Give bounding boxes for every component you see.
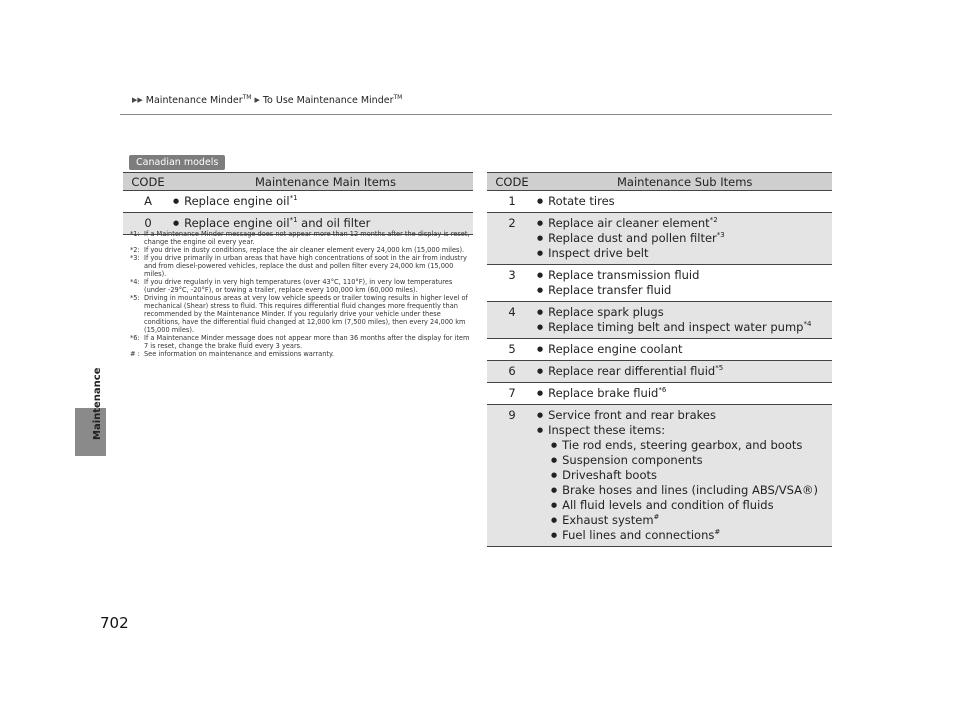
sub-items-header: Maintenance Sub Items bbox=[537, 173, 832, 191]
breadcrumb-arrow-icon: ▶▶ bbox=[132, 96, 143, 105]
code-header: CODE bbox=[487, 173, 537, 191]
row-code: 3 bbox=[487, 265, 537, 302]
breadcrumb bbox=[132, 94, 402, 106]
side-section-label: Maintenance bbox=[92, 367, 103, 440]
breadcrumb-section[interactable]: Maintenance Minder™ bbox=[145, 94, 252, 107]
row-items bbox=[537, 339, 832, 361]
list-item: ● Replace dust and pollen filter$^{*3}$ bbox=[537, 231, 832, 246]
list-subitem: ● Tie rod ends, steering gearbox, and boots bbox=[537, 438, 832, 453]
main-items-table bbox=[123, 172, 473, 235]
footnote: *5: Driving in mountainous areas at very low vehicle speeds or trailer towing results in higher level of mechanical (Shear) stress to fluid. This requires differential fluid changes more frequently than recommended by the Maintenance Minder. If you regularly drive your vehicle under these conditions, have the differential fluid changed at 12,000 km (7,500 miles), then every 24,000 km (15,000 miles). bbox=[130, 294, 468, 334]
row-code: 5 bbox=[487, 339, 537, 361]
table-row bbox=[487, 191, 832, 213]
table-row bbox=[123, 191, 473, 213]
list-item: ● Replace engine coolant bbox=[537, 342, 832, 357]
code-header: CODE bbox=[123, 173, 173, 191]
table-row bbox=[487, 213, 832, 265]
list-subitem: ● All fluid levels and condition of fluids bbox=[537, 498, 832, 513]
row-item: ● Replace engine oil$^{*1}$ bbox=[173, 191, 473, 213]
table-row bbox=[487, 405, 832, 547]
row-items bbox=[537, 213, 832, 265]
sub-items-table bbox=[487, 172, 832, 547]
footnote: *4: If you drive regularly in very high temperatures (over 43°C, 110°F), in very low temperatures (under -29°C, -20°F), or towing a trailer, replace every 100,000 km (60,000 miles). bbox=[130, 278, 453, 294]
models-badge: Canadian models bbox=[129, 155, 225, 170]
footnote: *1: If a Maintenance Minder message does not appear more than 12 months after the display is reset, change the engine oil every year. bbox=[130, 230, 470, 246]
header-divider bbox=[120, 114, 832, 115]
list-item: ● Replace timing belt and inspect water pump$^{*4}$ bbox=[537, 320, 832, 335]
table-row bbox=[487, 265, 832, 302]
table-row bbox=[487, 383, 832, 405]
row-code: 1 bbox=[487, 191, 537, 213]
list-item: ● Replace brake fluid$^{*6}$ bbox=[537, 386, 832, 401]
list-item: ● Replace transmission fluid bbox=[537, 268, 832, 283]
list-item: ● Replace air cleaner element$^{*2}$ bbox=[537, 216, 832, 231]
footnotes bbox=[130, 230, 475, 358]
row-items bbox=[537, 265, 832, 302]
list-item: ● Replace spark plugs bbox=[537, 305, 832, 320]
row-code: 0 bbox=[123, 213, 173, 235]
table-row bbox=[487, 361, 832, 383]
list-subitem: ● Fuel lines and connections# bbox=[537, 528, 832, 543]
row-code: 2 bbox=[487, 213, 537, 265]
list-item: ● Inspect these items: bbox=[537, 423, 832, 438]
row-code: 7 bbox=[487, 383, 537, 405]
row-items bbox=[537, 302, 832, 339]
list-subitem: ● Exhaust system# bbox=[537, 513, 832, 528]
row-code: 9 bbox=[487, 405, 537, 547]
row-items bbox=[537, 383, 832, 405]
list-subitem: ● Suspension components bbox=[537, 453, 832, 468]
list-item: ● Replace transfer fluid bbox=[537, 283, 832, 298]
page-number: 702 bbox=[100, 614, 129, 632]
footnote: *3: If you drive primarily in urban areas that have high concentrations of soot in the air from industry and from diesel-powered vehicles, replace the dust and pollen filter every 24,000 km (15,000 miles). bbox=[130, 254, 467, 278]
row-items bbox=[537, 361, 832, 383]
row-items bbox=[537, 405, 832, 547]
list-item: ● Replace rear differential fluid$^{*5}$ bbox=[537, 364, 832, 379]
list-subitem: ● Brake hoses and lines (including ABS/VSA®) bbox=[537, 483, 832, 498]
main-items-header: Maintenance Main Items bbox=[173, 173, 473, 191]
row-items bbox=[537, 191, 832, 213]
footnote: *6: If a Maintenance Minder message does not appear more than 36 months after the display for item 7 is reset, change the brake fluid every 3 years. bbox=[130, 334, 470, 350]
row-code: 6 bbox=[487, 361, 537, 383]
table-row bbox=[487, 302, 832, 339]
row-code: A bbox=[123, 191, 173, 213]
footnote: *2: If you drive in dusty conditions, replace the air cleaner element every 24,000 km (15,000 miles). bbox=[130, 246, 465, 254]
list-item: ● Service front and rear brakes bbox=[537, 408, 832, 423]
breadcrumb-arrow-icon: ▶ bbox=[254, 96, 260, 105]
list-item: ● Inspect drive belt bbox=[537, 246, 832, 261]
row-code: 4 bbox=[487, 302, 537, 339]
list-item: ● Rotate tires bbox=[537, 194, 832, 209]
table-row bbox=[487, 339, 832, 361]
breadcrumb-page: To Use Maintenance Minder™ bbox=[262, 94, 403, 107]
row-item: ● Replace engine oil$^{*1}$ and oil filter bbox=[173, 213, 473, 235]
list-subitem: ● Driveshaft boots bbox=[537, 468, 832, 483]
footnote: # : See information on maintenance and emissions warranty. bbox=[130, 350, 335, 358]
